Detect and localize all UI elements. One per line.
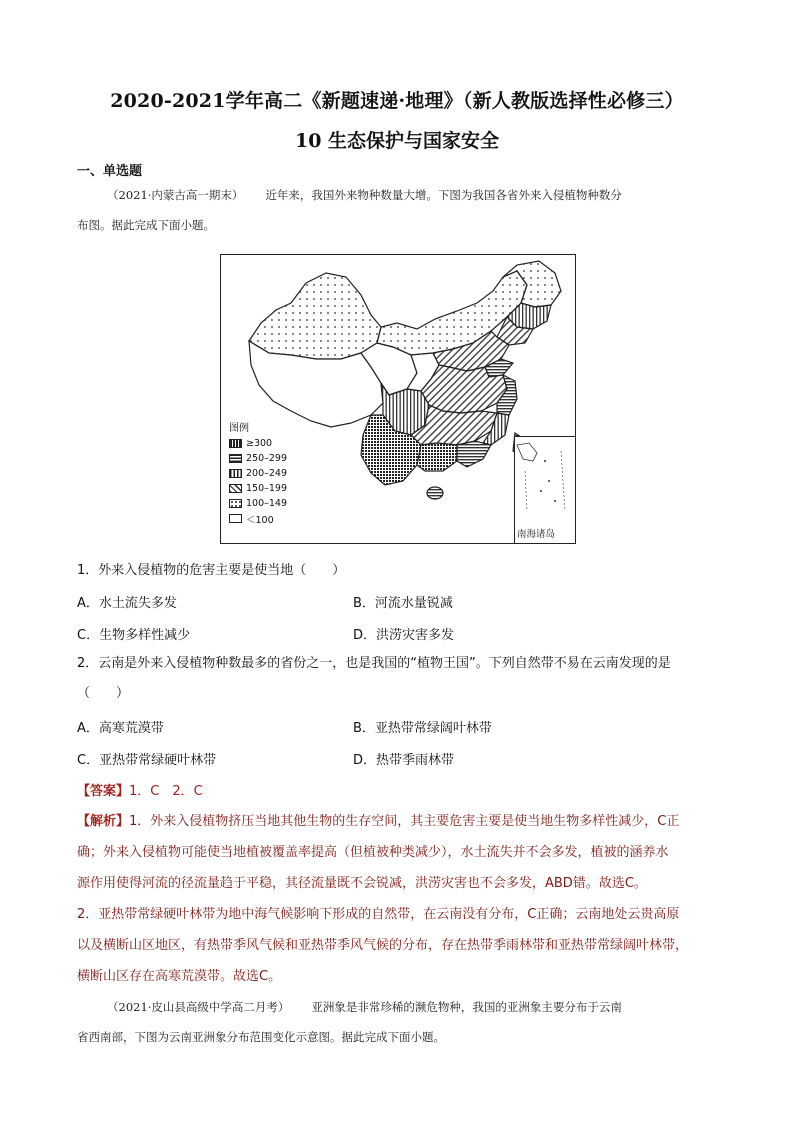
legend-item: 200–249 bbox=[229, 466, 287, 481]
china-invasive-species-map bbox=[220, 254, 576, 544]
document-subtitle: 10 生态保护与国家安全 bbox=[294, 130, 500, 152]
section-heading: 一、单选题 bbox=[77, 164, 143, 179]
map-legend bbox=[229, 419, 287, 526]
question-1-option-a: A．水土流失多发 bbox=[77, 596, 177, 611]
analysis-block bbox=[77, 806, 719, 992]
question-2-option-a: A．高寒荒漠带 bbox=[77, 721, 164, 736]
document-title: 2020-2021学年高二《新题速递·地理》（新人教版选择性必修三） bbox=[110, 90, 684, 112]
group1-intro-line2: 布图。据此完成下面小题。 bbox=[77, 218, 215, 232]
question-2-option-d: D．热带季雨林带 bbox=[353, 753, 455, 768]
legend-item: ≥300 bbox=[229, 436, 287, 451]
analysis-p1-line2: 确；外来入侵植物可能使当地植被覆盖率提高（但植被种类减少），水土流失并不会多发，植被的涵养水 bbox=[77, 845, 669, 860]
question-1-option-c: C．生物多样性减少 bbox=[77, 628, 191, 643]
analysis-p2-line3: 横断山区存在高寒荒漠带。故选C。 bbox=[77, 969, 282, 984]
question-1-option-d: D．洪涝灾害多发 bbox=[353, 628, 455, 643]
question-2-option-c: C．亚热带常绿硬叶林带 bbox=[77, 753, 217, 768]
answer-value: 1．C 2．C bbox=[129, 784, 203, 799]
south-china-sea-inset bbox=[514, 436, 575, 543]
analysis-p2-line1: 2．亚热带常绿硬叶林带为地中海气候影响下形成的自然带，在云南没有分布，C正确；云南地处云贵高原 bbox=[77, 907, 680, 922]
group1-intro-line1: 近年来，我国外来物种数量大增。下图为我国各省外来入侵植物种数分 bbox=[265, 188, 622, 202]
question-2-stem-line2: （ ） bbox=[77, 686, 130, 701]
question-1-stem: 1．外来入侵植物的危害主要是使当地（ ） bbox=[77, 563, 346, 578]
answer-label: 【答案】 bbox=[77, 784, 130, 799]
legend-item: 100–149 bbox=[229, 496, 287, 511]
legend-item: ＜100 bbox=[229, 511, 287, 526]
question-2-option-b: B．亚热带常绿阔叶林带 bbox=[353, 721, 492, 736]
legend-item: 250–299 bbox=[229, 451, 287, 466]
question-1-option-b: B．河流水量锐减 bbox=[353, 596, 453, 611]
group2-source: （2021·皮山县高级中学高二月考） bbox=[107, 1000, 290, 1014]
group1-intro bbox=[77, 180, 717, 240]
question-2-stem bbox=[77, 652, 727, 706]
group2-intro-line1: 亚洲象是非常珍稀的濒危物种，我国的亚洲象主要分布于云南 bbox=[311, 1000, 622, 1014]
legend-title: 图例 bbox=[229, 423, 249, 434]
inset-label: 南海诸岛 bbox=[517, 529, 556, 540]
legend-item: 150–199 bbox=[229, 481, 287, 496]
inset-graphic bbox=[515, 441, 573, 521]
group2-intro-line2: 省西南部，下图为云南亚洲象分布范围变化示意图。据此完成下面小题。 bbox=[77, 1030, 445, 1044]
analysis-label: 【解析】 bbox=[77, 814, 130, 829]
analysis-p2-line2: 以及横断山区地区，有热带季风气候和亚热带季风气候的分布，存在热带季雨林带和亚热带常绿阔叶林带， bbox=[77, 938, 689, 953]
answer-block bbox=[77, 780, 203, 799]
question-2-stem-line1: 2．云南是外来入侵植物种数最多的省份之一，也是我国的“植物王国”。下列自然带不易在云南发现的是 bbox=[77, 656, 671, 671]
analysis-p1-line1: 1．外来入侵植物挤压当地其他生物的生存空间，其主要危害主要是使当地生物多样性减少，C正 bbox=[129, 814, 680, 829]
group1-source: （2021·内蒙古高一期末） bbox=[107, 188, 244, 202]
analysis-p1-line3: 源作用使得河流的径流量趋于平稳，其径流量既不会锐减，洪涝灾害也不会多发，ABD错。故选C。 bbox=[77, 876, 647, 891]
group2-intro bbox=[77, 992, 717, 1052]
